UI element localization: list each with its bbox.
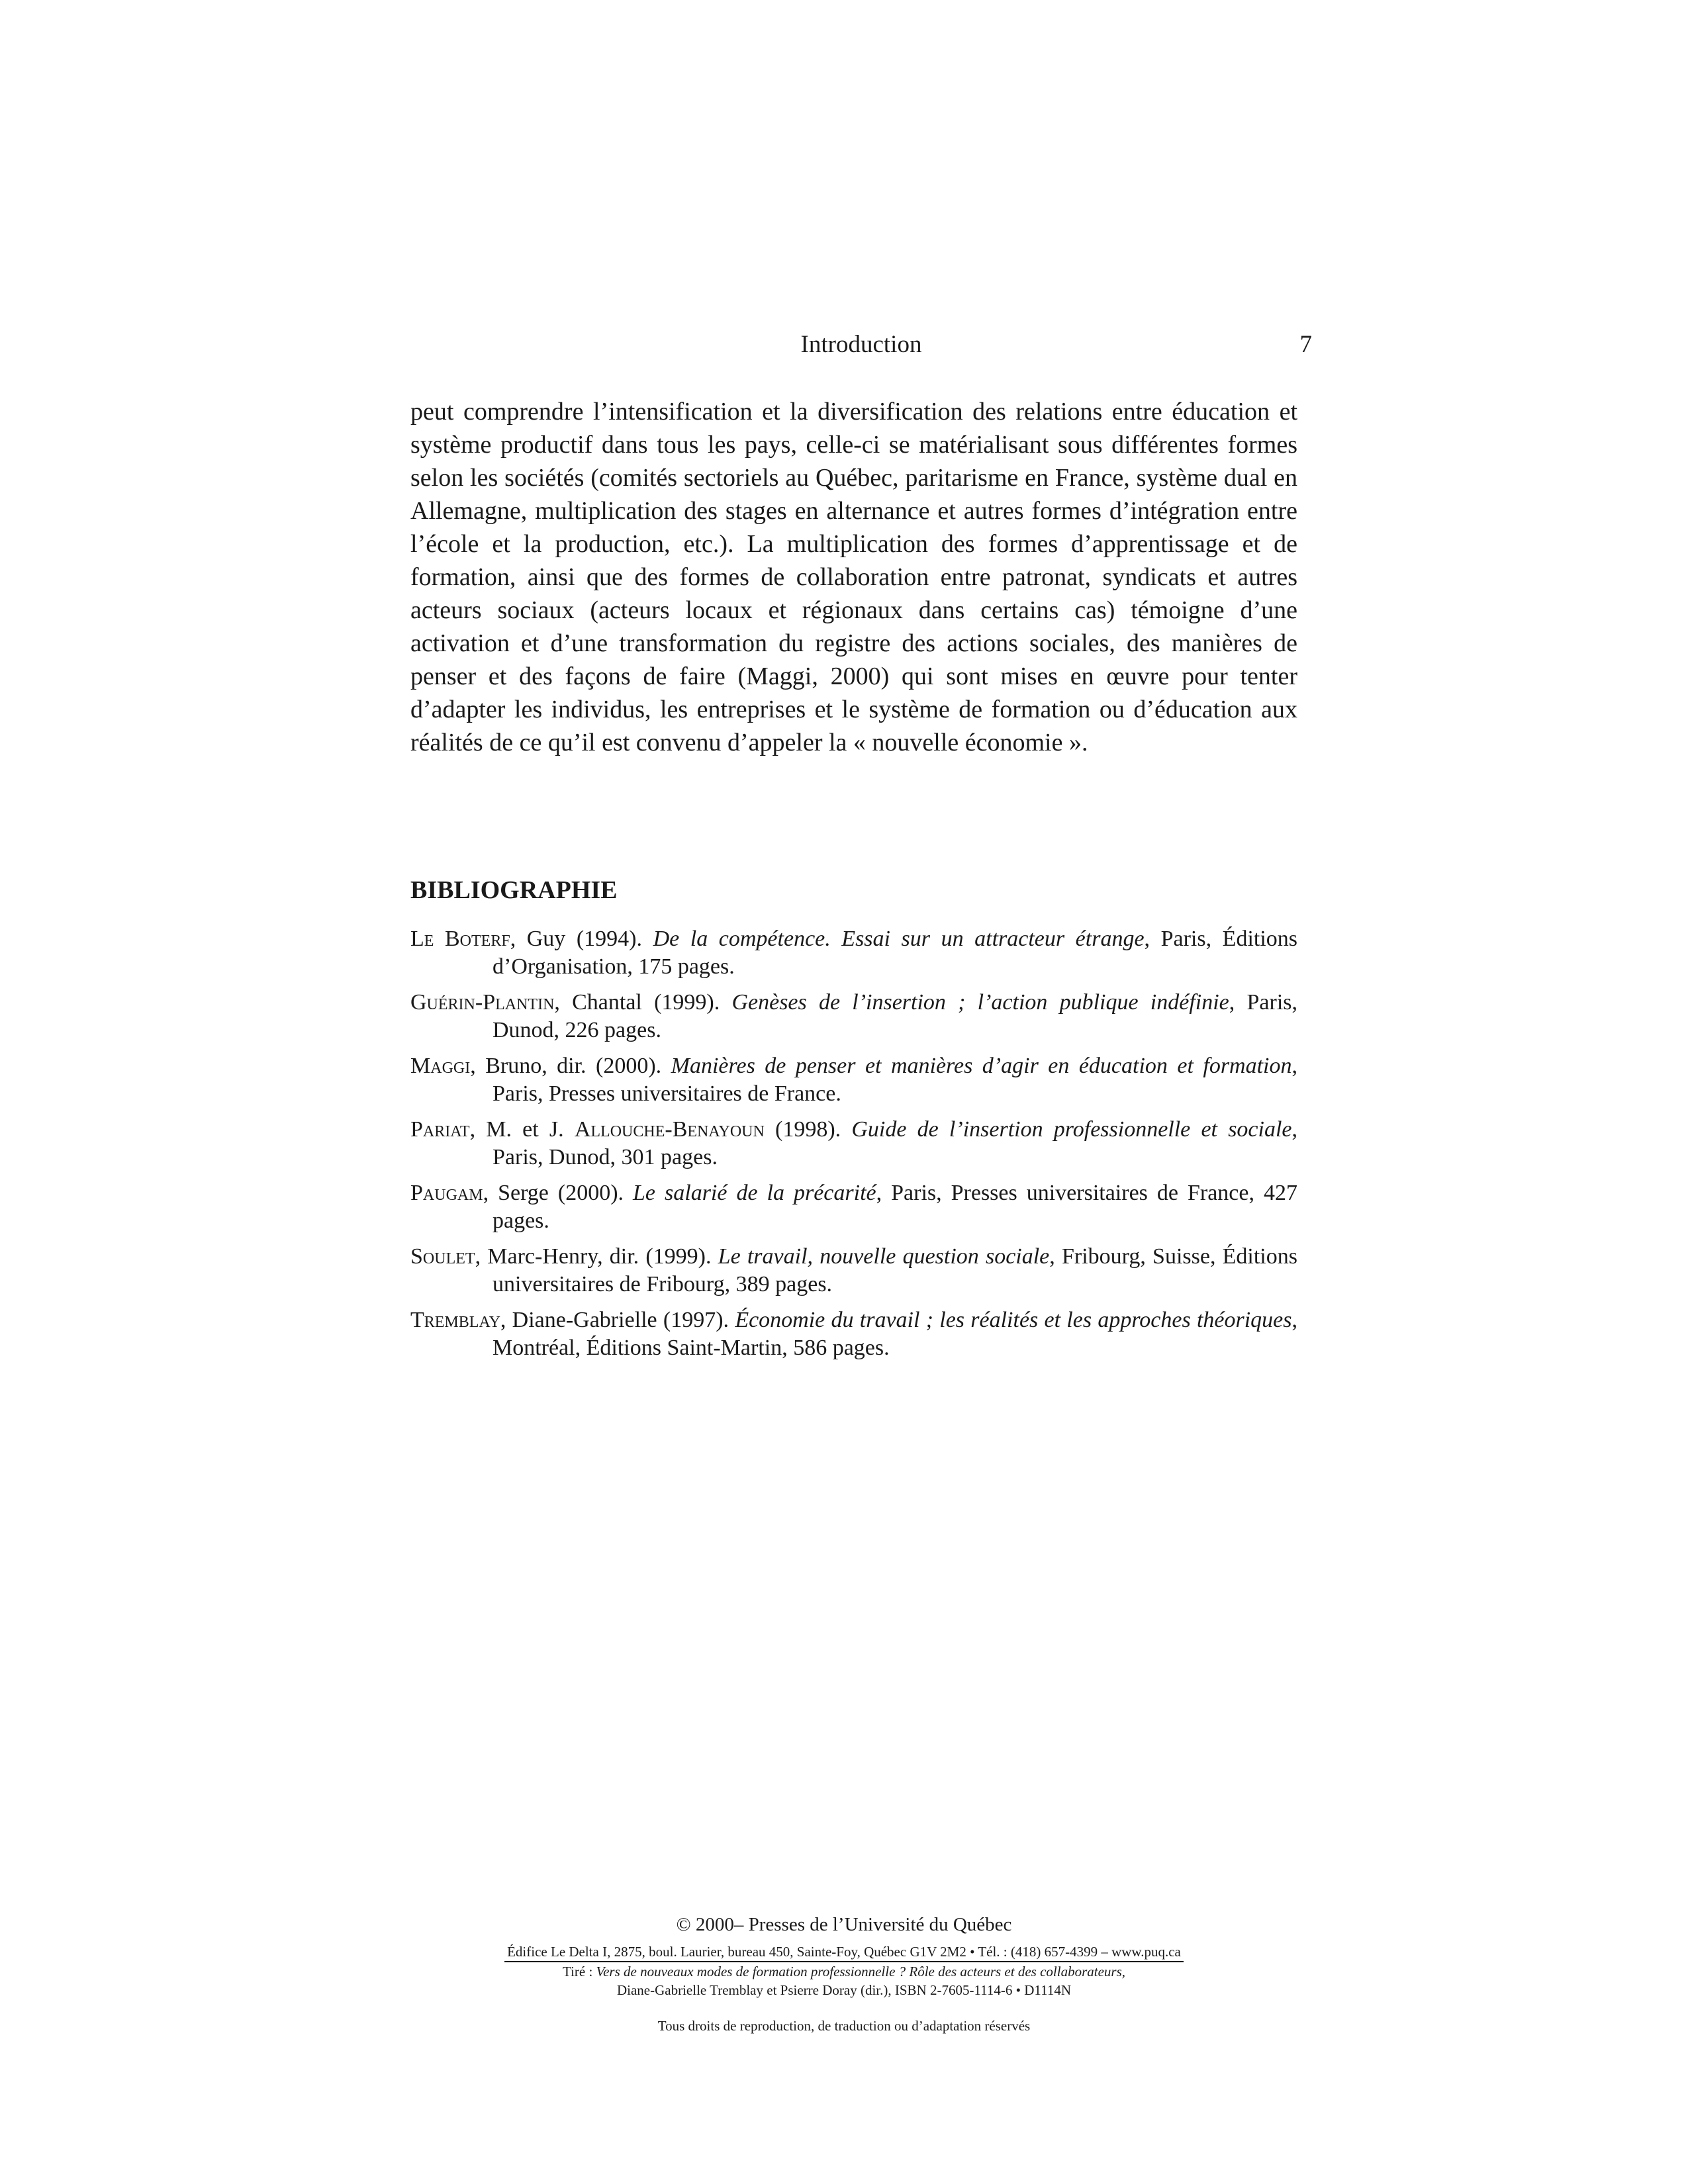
bib-meta: , Serge (2000). [483,1181,633,1205]
bib-title: Guide de l’insertion professionnelle et sociale [851,1117,1292,1142]
bib-author: Le Boterf [410,927,510,951]
bib-author-second: Allouche-Benayoun [574,1117,765,1142]
bib-entry-le-boterf [410,925,1297,981]
bib-details: , Fribourg, Suisse, Éditions universitaires de Fribourg, 389 pages. [492,1244,1297,1297]
source-prefix: Tiré : [563,1964,596,1979]
bibliography-heading: BIBLIOGRAPHIE [410,876,618,904]
bib-meta: , M. et J. [469,1117,575,1142]
bib-entry-tremblay [410,1306,1297,1362]
bib-author: Guérin-Plantin [410,990,555,1015]
bib-title: Le salarié de la précarité [633,1181,876,1205]
bib-entry-maggi [410,1052,1297,1108]
page-number: 7 [1299,331,1312,358]
source-authors: Diane-Gabrielle Tremblay et Psierre Doray (dir.), ISBN 2-7605-1114-6 • D1114N [616,1982,1072,1998]
bib-author: Tremblay [410,1308,500,1332]
bib-details: , Paris, Presses universitaires de France. [492,1054,1297,1106]
bib-entry-soulet [410,1243,1297,1298]
bib-entry-pariat [410,1116,1297,1171]
copyright-line: © 2000– Presses de l’Université du Québec [676,1914,1012,1935]
rights-notice: Tous droits de reproduction, de traduction ou d’adaptation réservés [657,2018,1031,2034]
bib-details: , Paris, Presses universitaires de France, 427 pages. [492,1181,1297,1233]
bibliography-list [410,925,1297,1370]
bib-title: Économie du travail ; les réalités et les approches théoriques [735,1308,1292,1332]
bib-author: Paugam [410,1181,483,1205]
running-head-title: Introduction [800,331,922,358]
bib-meta-second: (1998). [764,1117,852,1142]
bib-author: Soulet [410,1244,475,1269]
body-paragraph: peut comprendre l’intensification et la diversification des relations entre éducation et système productif dans tous les pays, celle-ci se matérialisant sous différentes formes selon les sociétés (comités sectoriels au Québec, paritarisme en France, système dual en Allemagne, multiplication des stages en alternance et autres formes d’intégration entre l’école et la production, etc.). La multiplication des formes d’apprentissage et de formation, ainsi que des formes de collaboration entre patronat, syndicats et autres acteurs sociaux (acteurs locaux et régionaux dans certains cas) témoigne d’une activation et d’une transformation du registre des actions sociales, des manières de penser et des façons de faire (Maggi, 2000) qui sont mises en œuvre pour tenter d’adapter les individus, les entreprises et le système de formation ou d’éducation aux réalités de ce qu’il est convenu d’appeler la « nouvelle économie ». [410,398,1297,756]
bib-meta: , Bruno, dir. (2000). [470,1054,671,1078]
running-head [410,328,1312,361]
bib-meta: , Guy (1994). [510,927,653,951]
source-title: Vers de nouveaux modes de formation professionnelle ? Rôle des acteurs et des collaborateurs, [596,1964,1125,1979]
bib-entry-guerin-plantin [410,989,1297,1044]
bib-title: Le travail, nouvelle question sociale [718,1244,1050,1269]
bib-author: Pariat [410,1117,470,1142]
bib-details: , Montréal, Éditions Saint-Martin, 586 pages. [492,1308,1297,1360]
bib-title: Manières de penser et manières d’agir en éducation et formation [671,1054,1292,1078]
bib-details: , Paris, Dunod, 226 pages. [492,990,1297,1042]
bib-meta: , Marc-Henry, dir. (1999). [475,1244,718,1269]
bib-entry-paugam [410,1179,1297,1235]
bib-meta: , Chantal (1999). [554,990,732,1015]
bib-details: , Paris, Dunod, 301 pages. [492,1117,1297,1169]
bib-meta: , Diane-Gabrielle (1997). [500,1308,735,1332]
publisher-footer [371,1911,1317,2035]
publisher-address: Édifice Le Delta I, 2875, boul. Laurier, bureau 450, Sainte-Foy, Québec G1V 2M2 • Tél. : (418) 657-4399 – www.puq.ca [504,1943,1184,1962]
bib-title: Genèses de l’insertion ; l’action publique indéfinie [731,990,1229,1015]
bib-details: , Paris, Éditions d’Organisation, 175 pages. [492,927,1298,979]
source-line [371,1962,1317,1981]
bib-title: De la compétence. Essai sur un attracteur étrange [653,927,1145,951]
bib-author: Maggi [410,1054,471,1078]
